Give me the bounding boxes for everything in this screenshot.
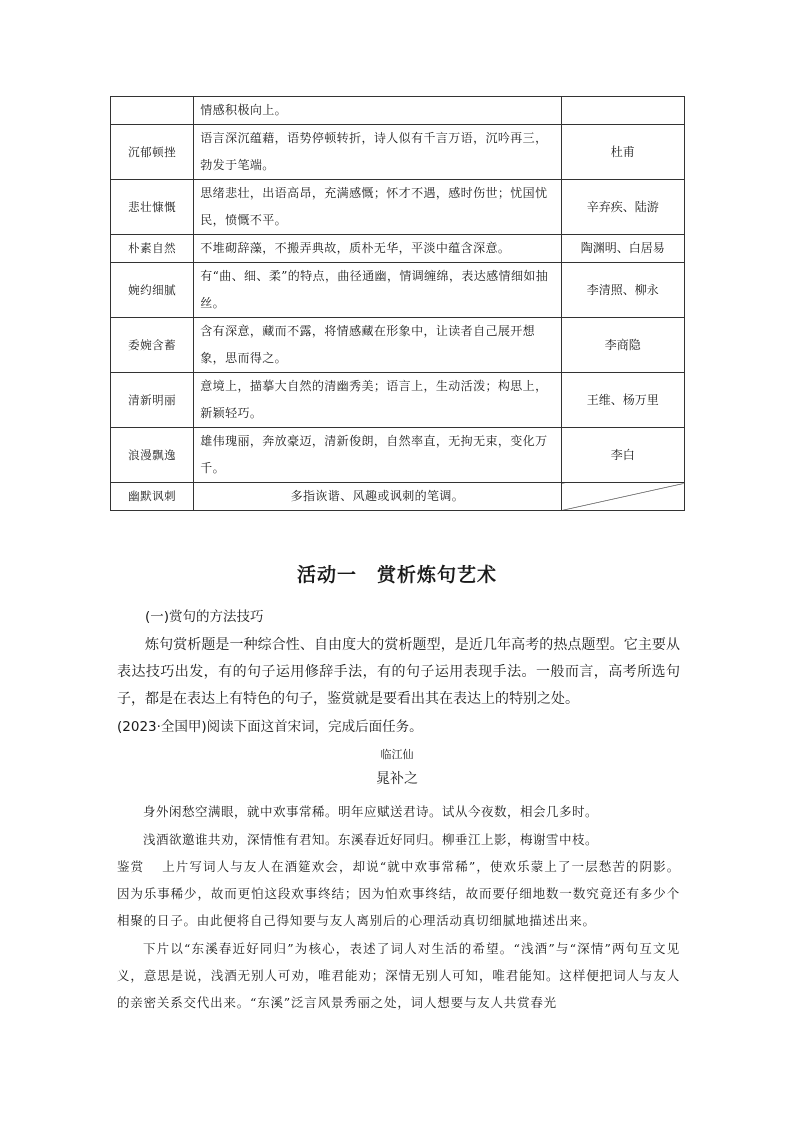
- style-description: 思绪悲壮，出语高昂，充满感慨；怀才不遇，感时伤世；忧国忧民，愤慨不平。: [194, 180, 561, 235]
- appreciation-text: 上片写词人与友人在酒筵欢会，却说“就中欢事常稀”，使欢乐蒙上了一层愁苦的阴影。因为乐事稀少，故而更怕这段欢事终结；因为怕欢事终结，故而要仔细地数一数究竟还有多少个相聚的日子。由此便将自己得知要与友人离别后的心理活动真切细腻地描述出来。: [117, 859, 680, 928]
- representative-poets: 李清照、柳永: [561, 263, 684, 318]
- empty-slashed-cell: [561, 483, 684, 511]
- representative-poets: 辛弃疾、陆游: [561, 180, 684, 235]
- table-row: [111, 483, 685, 511]
- style-name: [111, 97, 194, 125]
- style-description: 多指诙谐、风趣或讽刺的笔调。: [194, 483, 561, 511]
- table-row: [111, 180, 685, 235]
- style-name: 悲壮慷慨: [111, 180, 194, 235]
- style-description: 含有深意，藏而不露，将情感藏在形象中，让读者自己展开想象，思而得之。: [194, 318, 561, 373]
- representative-poets: 李商隐: [561, 318, 684, 373]
- appreciation-paragraph-2: 下片以“东溪春近好同归”为核心，表述了词人对生活的希望。“浅酒”与“深情”两句互文见义，意思是说，浅酒无别人可劝，唯君能劝；深情无别人可知，唯君能知。这样便把词人与友人的亲密关系交代出来。“东溪”泛言风景秀丽之处，词人想要与友人共赏春光: [117, 941, 680, 1010]
- table-row: [111, 235, 685, 263]
- style-description: 不堆砌辞藻，不搬弄典故，质朴无华，平淡中蕴含深意。: [194, 235, 561, 263]
- question-source: (2023·全国甲)阅读下面这首宋词，完成后面任务。: [117, 719, 423, 735]
- style-name: 沉郁顿挫: [111, 125, 194, 180]
- appreciation-paragraph: [117, 853, 680, 934]
- representative-poets: [561, 97, 684, 125]
- table-row: [111, 97, 685, 125]
- subsection-heading: (一)赏句的方法技巧: [145, 609, 264, 625]
- poem-verse-lower: 浅酒欲邀谁共劝，深情惟有君知。东溪春近好同归。柳垂江上影，梅谢雪中枝。: [143, 832, 599, 847]
- style-description: 语言深沉蕴藉，语势停顿转折，诗人似有千言万语，沉吟再三，勃发于笔端。: [194, 125, 561, 180]
- style-name: 婉约细腻: [111, 263, 194, 318]
- table-row: [111, 263, 685, 318]
- poem-verse-upper: 身外闲愁空满眼，就中欢事常稀。明年应赋送君诗。试从今夜数，相会几多时。: [143, 804, 599, 819]
- table-row: [111, 373, 685, 428]
- representative-poets: 王维、杨万里: [561, 373, 684, 428]
- style-description: 意境上，描摹大自然的清幽秀美；语言上，生动活泼；构思上，新颖轻巧。: [194, 373, 561, 428]
- style-description: 情感积极向上。: [194, 97, 561, 125]
- style-name: 委婉含蓄: [111, 318, 194, 373]
- style-name: 幽默讽刺: [111, 483, 194, 511]
- style-name: 清新明丽: [111, 373, 194, 428]
- table-row: [111, 318, 685, 373]
- style-description: 雄伟瑰丽，奔放豪迈，清新俊朗，自然率直，无拘无束，变化万千。: [194, 428, 561, 483]
- table-row: [111, 428, 685, 483]
- style-name: 浪漫飘逸: [111, 428, 194, 483]
- representative-poets: 李白: [561, 428, 684, 483]
- poem-author: 晁补之: [376, 771, 418, 787]
- style-name: 朴素自然: [111, 235, 194, 263]
- poem-title: 临江仙: [380, 748, 414, 761]
- poetry-style-table: [110, 96, 685, 511]
- intro-paragraph: 炼句赏析题是一种综合性、自由度大的赏析题型，是近几年高考的热点题型。它主要从表达技巧出发，有的句子运用修辞手法，有的句子运用表现手法。一般而言，高考所选句子，都是在表达上有特色的句子，鉴赏就是要看出其在表达上的特别之处。: [117, 637, 680, 707]
- representative-poets: 杜甫: [561, 125, 684, 180]
- section-title: 活动一 赏析炼句艺术: [296, 564, 497, 586]
- style-description: 有“曲、细、柔”的特点，曲径通幽，情调缠绵，表达感情细如抽丝。: [194, 263, 561, 318]
- appreciation-label: 鉴赏: [117, 859, 145, 874]
- representative-poets: 陶渊明、白居易: [561, 235, 684, 263]
- table-row: [111, 125, 685, 180]
